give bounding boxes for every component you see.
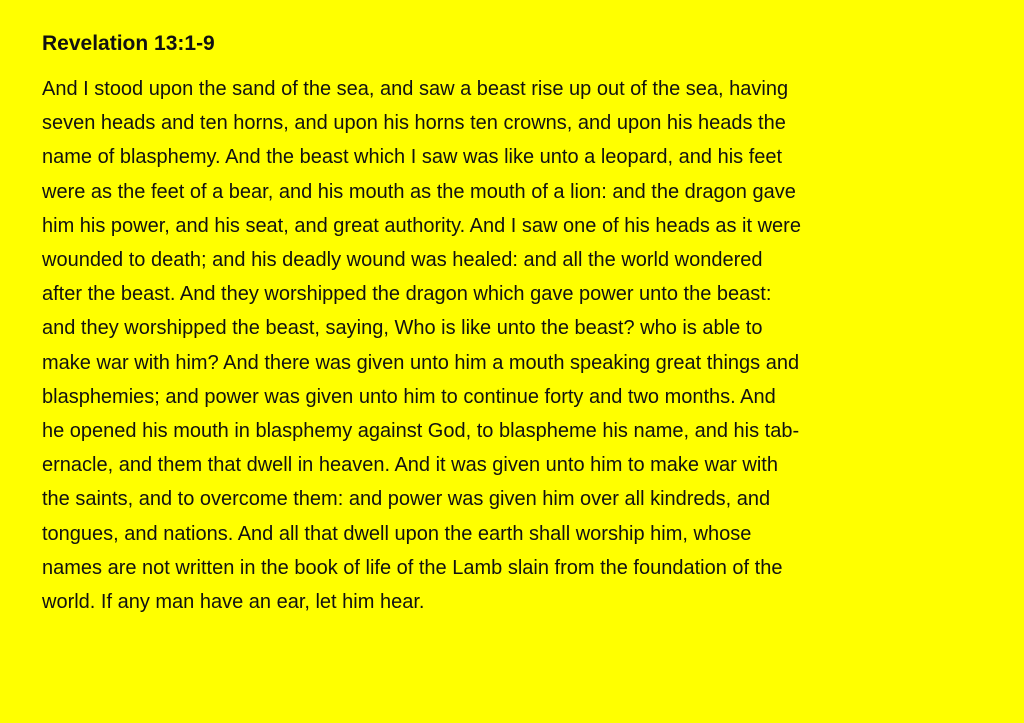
passage-line: name of blasphemy. And the beast which I saw was like unto a leopard, and his feet <box>42 146 783 169</box>
passage-line: blasphemies; and power was given unto him to continue forty and two months. And <box>42 385 776 408</box>
passage-line: after the beast. And they worshipped the dragon which gave power unto the beast: <box>42 283 772 306</box>
passage-line: make war with him? And there was given unto him a mouth speaking great things and <box>42 351 800 374</box>
passage-line: and they worshipped the beast, saying, Who is like unto the beast? who is able to <box>42 317 763 340</box>
passage-line: him his power, and his seat, and great authority. And I saw one of his heads as it were <box>42 214 801 237</box>
passage-line: the saints, and to overcome them: and power was given him over all kindreds, and <box>42 488 771 511</box>
passage-line: he opened his mouth in blasphemy against God, to blaspheme his name, and his tab- <box>42 420 800 443</box>
passage-line: wounded to death; and his deadly wound was healed: and all the world wondered <box>42 249 763 272</box>
passage-line: And I stood upon the sand of the sea, and saw a beast rise up out of the sea, having <box>42 78 789 100</box>
passage-line: seven heads and ten horns, and upon his horns ten crowns, and upon his heads the <box>42 112 786 135</box>
passage-text <box>42 72 984 619</box>
passage-line: world. If any man have an ear, let him hear. <box>42 591 425 614</box>
passage-line: were as the feet of a bear, and his mouth as the mouth of a lion: and the dragon gave <box>42 180 796 203</box>
passage-title: Revelation 13:1-9 <box>42 32 215 55</box>
passage-line: tongues, and nations. And all that dwell upon the earth shall worship him, whose <box>42 522 752 545</box>
passage-line: ernacle, and them that dwell in heaven. And it was given unto him to make war with <box>42 454 778 477</box>
passage-line: names are not written in the book of life of the Lamb slain from the foundation of the <box>42 556 783 579</box>
